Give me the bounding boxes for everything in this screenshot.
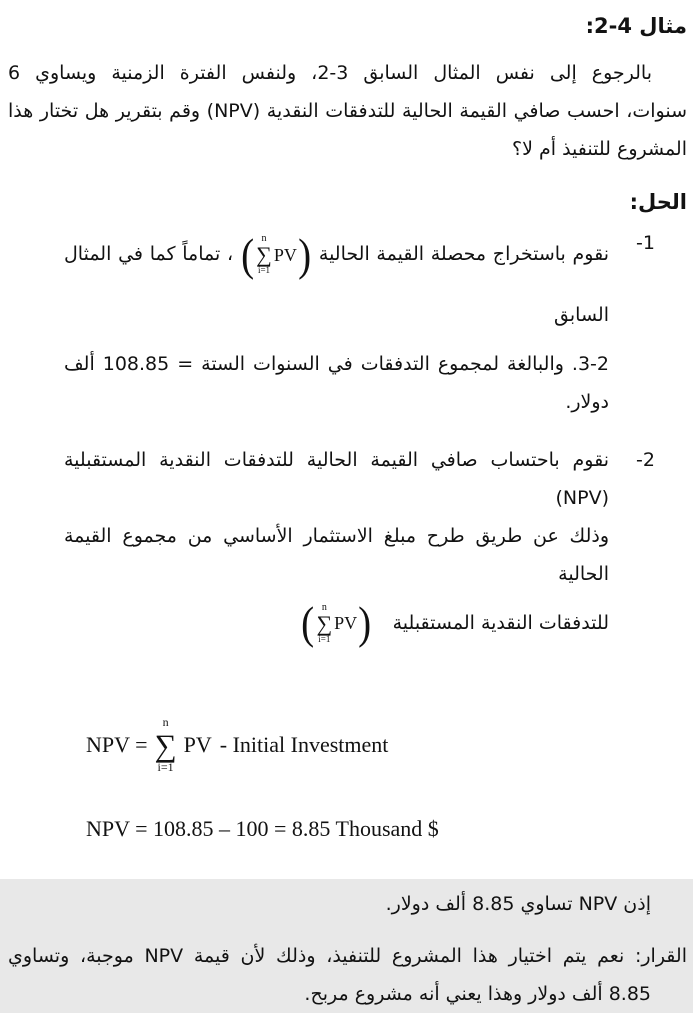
- equation-rhs: - Initial Investment: [219, 732, 389, 757]
- decision-line-1: القرار: نعم يتم اختيار هذا المشروع للتنفيذ، وذلك لأن قيمة NPV موجبة، وتساوي: [8, 945, 687, 967]
- npv-definition-equation: [86, 715, 687, 775]
- step-2-line-3: [64, 593, 609, 654]
- sigma-upper-limit: n: [321, 601, 327, 613]
- formula-body: PV: [273, 244, 297, 265]
- sigma-upper-limit: n: [261, 233, 267, 245]
- step-2-text: للتدفقات النقدية المستقبلية: [392, 611, 609, 634]
- list-marker-1: 1-: [636, 232, 655, 254]
- formula-body: PV: [183, 732, 212, 757]
- close-paren: ): [358, 597, 372, 649]
- intro-line-3: المشروع للتنفيذ أم لا؟: [512, 138, 687, 160]
- example-title: مثال 4-2:: [585, 14, 687, 38]
- sigma-stack: [155, 716, 177, 773]
- sigma-symbol: ∑: [154, 727, 177, 763]
- solution-step-2: [64, 441, 655, 654]
- step-1-line-3: دولار.: [565, 390, 609, 413]
- step-2-content: [64, 441, 609, 654]
- sum-pv-inline-formula-2: [300, 593, 372, 653]
- solution-step-1: [64, 224, 655, 421]
- intro-paragraph: [8, 54, 687, 168]
- sigma-symbol: ∑: [316, 610, 333, 636]
- step-1-line-2: 3-2. والبالغة لمجموع التدفقات في السنوات الستة = 108.85 ألف: [64, 352, 609, 375]
- close-paren: ): [297, 228, 312, 280]
- step-2-line-1: نقوم باحتساب صافي القيمة الحالية للتدفقات النقدية المستقبلية (NPV): [64, 448, 609, 509]
- intro-line-2: سنوات، احسب صافي القيمة الحالية للتدفقات النقدية (NPV) وقم بتقرير هل تختار هذا: [8, 100, 687, 122]
- sigma-lower-limit: i=1: [257, 265, 271, 276]
- sigma-symbol: ∑: [256, 242, 272, 268]
- step-1-line-1: [64, 224, 609, 345]
- step-2-line-2: وذلك عن طريق طرح مبلغ الاستثمار الأساسي من مجموع القيمة الحالية: [64, 524, 609, 585]
- step-1-text-after: ، تماماً كما في المثال السابق: [64, 243, 609, 326]
- decision-line-2: 8.85 ألف دولار وهذا يعني أنه مشروع مربح.: [304, 983, 651, 1005]
- decision-paragraph: [8, 937, 687, 1013]
- step-1-text-before: نقوم باستخراج محصلة القيمة الحالية: [318, 243, 610, 265]
- sum-pv-inline-formula: [240, 225, 312, 285]
- solution-heading: الحل:: [629, 190, 687, 214]
- sigma-lower-limit: i=1: [318, 633, 331, 644]
- sigma-lower-limit: i=1: [157, 759, 174, 774]
- sigma-stack: [256, 233, 272, 276]
- open-paren: (: [301, 597, 315, 649]
- list-marker-2: 2-: [636, 448, 655, 471]
- intro-line-1: بالرجوع إلى نفس المثال السابق 3-2، ولنفس الفترة الزمنية ويساوي 6: [8, 62, 653, 84]
- formula-body: PV: [334, 613, 358, 633]
- sigma-stack: [316, 602, 332, 645]
- open-paren: (: [240, 228, 254, 280]
- step-1-content: [64, 224, 609, 421]
- sigma-upper-limit: n: [162, 715, 169, 730]
- npv-calculation-equation: NPV = 108.85 – 100 = 8.85 Thousand $: [86, 816, 439, 841]
- result-statement: إذن NPV تساوي 8.85 ألف دولار.: [385, 893, 651, 915]
- equation-lhs: NPV =: [86, 732, 148, 757]
